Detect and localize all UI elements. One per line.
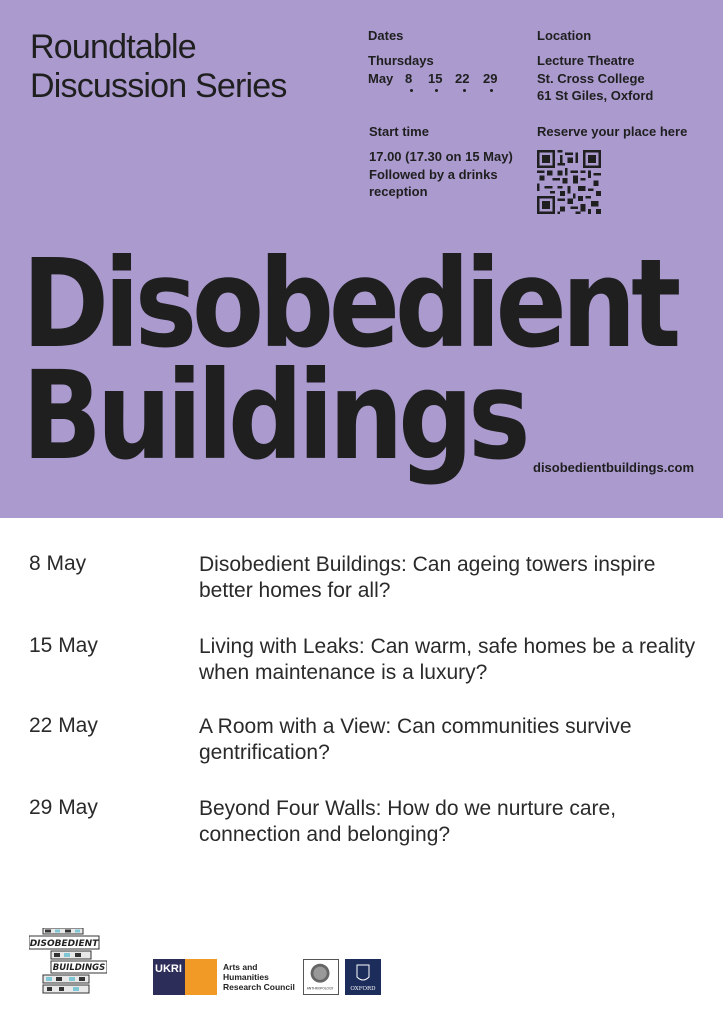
date-day: 29: [483, 70, 500, 87]
main-title: Disobedient Buildings: [22, 233, 677, 487]
ahrc-logo-text: Arts and Humanities Research Council: [223, 962, 295, 992]
qr-code-icon[interactable]: [537, 150, 601, 214]
website-link[interactable]: disobedientbuildings.com: [533, 460, 695, 475]
series-title: Roundtable Discussion Series: [30, 28, 287, 105]
partner-logos: [153, 958, 381, 996]
reserve-heading: Reserve your place here: [537, 124, 688, 139]
event-date: 22 May: [29, 714, 98, 737]
svg-text:BUILDINGS: BUILDINGS: [52, 963, 106, 973]
dates-row: [368, 70, 510, 87]
disobedient-buildings-logo: [29, 928, 107, 994]
location-heading: Location: [537, 28, 592, 43]
event-date: 15 May: [29, 634, 98, 657]
event-date: 29 May: [29, 796, 98, 819]
svg-text:DISOBEDIENT: DISOBEDIENT: [29, 939, 99, 949]
date-day: 22: [455, 70, 473, 87]
ukri-logo: UKRI: [153, 959, 217, 995]
start-time-text: 17.00 (17.30 on 15 May) Followed by a drinks reception: [369, 149, 513, 199]
oxford-logo: [345, 959, 381, 995]
dates-month: May: [368, 71, 394, 86]
location-text: Lecture Theatre St. Cross College 61 St Giles, Oxford: [537, 53, 654, 103]
event-title: Living with Leaks: Can warm, safe homes be a reality when maintenance is a luxury?: [199, 635, 696, 684]
dates-heading: Dates: [368, 28, 404, 43]
event-title: Beyond Four Walls: How do we nurture care, connection and belonging?: [199, 797, 617, 846]
svg-text:OXFORD: OXFORD: [350, 986, 376, 992]
start-time-heading: Start time: [369, 124, 429, 139]
svg-text:ANTHROPOLOGY: ANTHROPOLOGY: [306, 986, 334, 991]
date-day: 15: [428, 70, 445, 87]
event-title: A Room with a View: Can communities survive gentrification?: [199, 715, 632, 764]
anthropology-seal-logo: [303, 959, 339, 995]
event-title: Disobedient Buildings: Can ageing towers inspire better homes for all?: [199, 553, 656, 602]
dates-day: Thursdays: [368, 53, 434, 68]
event-date: 8 May: [29, 552, 87, 575]
date-day: 8: [405, 70, 418, 87]
